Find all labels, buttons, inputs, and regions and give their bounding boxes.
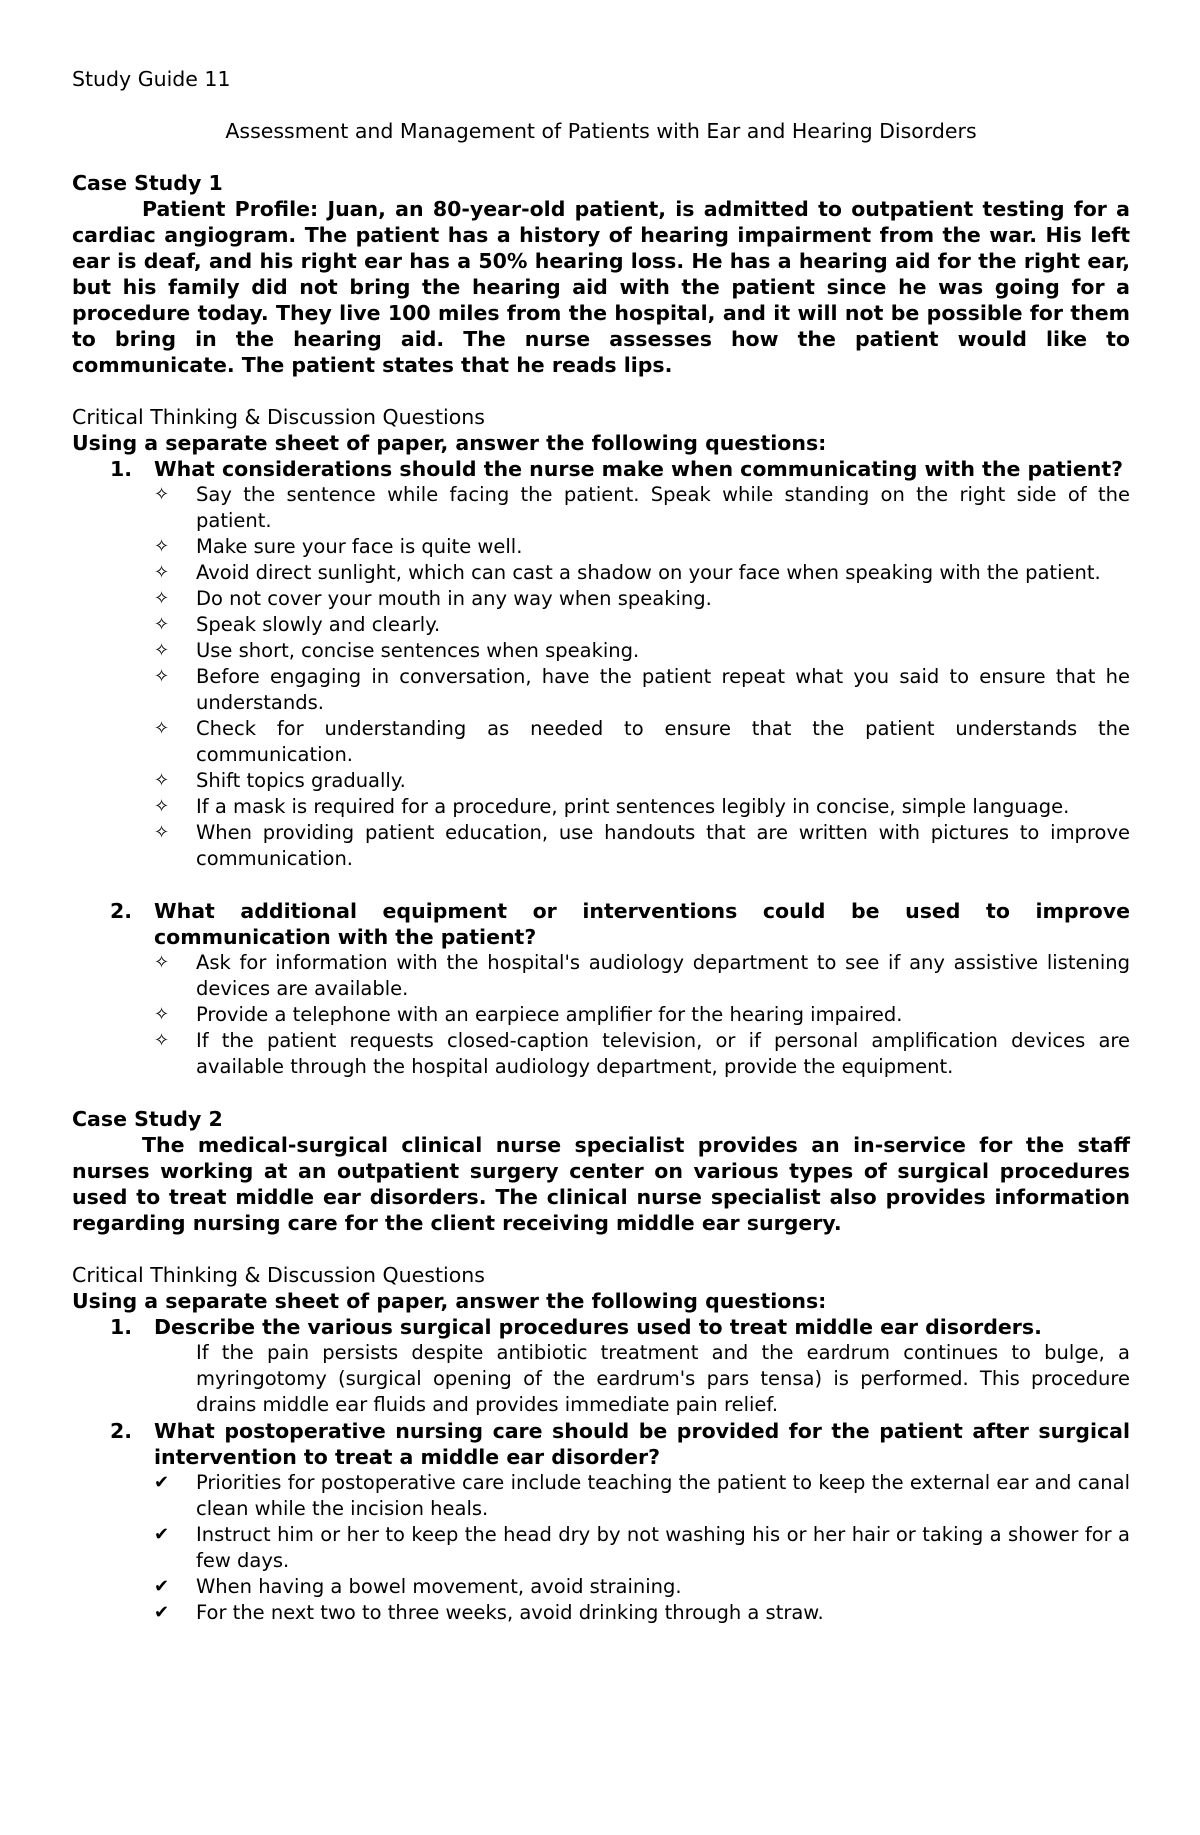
bullet-item: ✧ Avoid direct sunlight, which can cast a shadow on your face when speaking with the patient. (154, 561, 1101, 584)
checkmark-icon: ✔ (154, 1472, 170, 1493)
bullet-item: ✧ Before engaging in conversation, have the patient repeat what you said to ensure that he understands. (154, 665, 1130, 714)
diamond-star-icon: ✧ (154, 718, 170, 739)
case-study-1-section-title: Critical Thinking & Discussion Questions (72, 405, 485, 429)
answer-bullets (154, 1470, 1130, 1626)
question-text: What postoperative nursing care should be provided for the patient after surgical intervention to treat a middle ear disorder? (154, 1419, 1130, 1469)
case-study-1-title: Case Study 1 (72, 171, 223, 195)
question-number: 1. (110, 457, 133, 481)
checkmark-icon: ✔ (154, 1524, 170, 1545)
case-study-1-questions (72, 456, 1130, 1080)
bullet-item: ✧ Say the sentence while facing the patient. Speak while standing on the right side of the patient. (154, 483, 1130, 532)
bullet-item: ✧ Make sure your face is quite well. (154, 535, 523, 558)
checkmark-icon: ✔ (154, 1576, 170, 1597)
case-study-2-profile: The medical-surgical clinical nurse specialist provides an in-service for the staff nurses working at an outpatient surgery center on various types of surgical procedures used to treat middle ear disorders. The clinical nurse specialist also provides information regarding nursing care for the client receiving middle ear surgery. (72, 1133, 1130, 1235)
question-item (72, 898, 1130, 1080)
diamond-star-icon: ✧ (154, 536, 170, 557)
question-number: 2. (110, 1419, 133, 1443)
bullet-item: ✔ For the next two to three weeks, avoid drinking through a straw. (154, 1601, 824, 1624)
case-study-1-instruction: Using a separate sheet of paper, answer the following questions: (72, 431, 827, 455)
diamond-star-icon: ✧ (154, 1004, 170, 1025)
case-study-1 (72, 170, 1130, 1080)
question-number: 1. (110, 1315, 133, 1339)
bullet-item: ✔ Instruct him or her to keep the head dry by not washing his or her hair or taking a shower for a few days. (154, 1523, 1130, 1572)
case-study-2-section-title: Critical Thinking & Discussion Questions (72, 1263, 485, 1287)
diamond-star-icon: ✧ (154, 952, 170, 973)
document-page (72, 66, 1130, 1626)
bullet-item: ✔ Priorities for postoperative care include teaching the patient to keep the external ear and canal clean while the incision heals. (154, 1471, 1130, 1520)
question-text: What additional equipment or interventions could be used to improve communication with the patient? (154, 899, 1130, 949)
bullet-item: ✔ When having a bowel movement, avoid straining. (154, 1575, 682, 1598)
question-item (72, 456, 1130, 898)
bullet-item: ✧ Shift topics gradually. (154, 769, 406, 792)
document-title: Assessment and Management of Patients with Ear and Hearing Disorders (225, 119, 977, 143)
question-text: What considerations should the nurse make when communicating with the patient? (154, 457, 1124, 481)
case-study-1-profile: Patient Profile: Juan, an 80-year-old patient, is admitted to outpatient testing for a cardiac angiogram. The patient has a history of hearing impairment from the war. His left ear is deaf, and his right ear has a 50% hearing loss. He has a hearing aid for the right ear, but his family did not bring the hearing aid with the patient since he was going for a procedure today. They live 100 miles from the hospital, and it will not be possible for them to bring in the hearing aid. The nurse assesses how the patient would like to communicate. The patient states that he reads lips. (72, 197, 1130, 377)
bullet-item: ✧ When providing patient education, use handouts that are written with pictures to improve communication. (154, 821, 1130, 870)
diamond-star-icon: ✧ (154, 484, 170, 505)
bullet-item: ✧ Use short, concise sentences when speaking. (154, 639, 640, 662)
question-number: 2. (110, 899, 133, 923)
diamond-star-icon: ✧ (154, 822, 170, 843)
bullet-item: ✧ Speak slowly and clearly. (154, 613, 441, 636)
bullet-item: ✧ If the patient requests closed-caption television, or if personal amplification devices are available through the hospital audiology department, provide the equipment. (154, 1029, 1130, 1078)
diamond-star-icon: ✧ (154, 614, 170, 635)
answer-paragraph: If the pain persists despite antibiotic treatment and the eardrum continues to bulge, a myringotomy (surgical opening of the eardrum's pars tensa) is performed. This procedure drains middle ear fluids and provides immediate pain relief. (196, 1341, 1130, 1416)
study-guide-label: Study Guide 11 (72, 67, 231, 91)
bullet-item: ✧ Check for understanding as needed to ensure that the patient understands the communication. (154, 717, 1130, 766)
case-study-2-title: Case Study 2 (72, 1107, 223, 1131)
answer-bullets (154, 482, 1130, 872)
case-study-2-questions (72, 1314, 1130, 1626)
diamond-star-icon: ✧ (154, 796, 170, 817)
case-study-2 (72, 1106, 1130, 1626)
question-item (72, 1314, 1130, 1418)
answer-bullets (154, 950, 1130, 1080)
diamond-star-icon: ✧ (154, 562, 170, 583)
case-study-2-instruction: Using a separate sheet of paper, answer the following questions: (72, 1289, 827, 1313)
diamond-star-icon: ✧ (154, 770, 170, 791)
diamond-star-icon: ✧ (154, 640, 170, 661)
diamond-star-icon: ✧ (154, 588, 170, 609)
diamond-star-icon: ✧ (154, 1030, 170, 1051)
bullet-item: ✧ Do not cover your mouth in any way when speaking. (154, 587, 712, 610)
question-text: Describe the various surgical procedures used to treat middle ear disorders. (154, 1315, 1042, 1339)
bullet-item: ✧ If a mask is required for a procedure, print sentences legibly in concise, simple language. (154, 795, 1070, 818)
question-item (72, 1418, 1130, 1626)
checkmark-icon: ✔ (154, 1602, 170, 1623)
bullet-item: ✧ Ask for information with the hospital's audiology department to see if any assistive listening devices are available. (154, 951, 1130, 1000)
diamond-star-icon: ✧ (154, 666, 170, 687)
bullet-item: ✧ Provide a telephone with an earpiece amplifier for the hearing impaired. (154, 1003, 903, 1026)
